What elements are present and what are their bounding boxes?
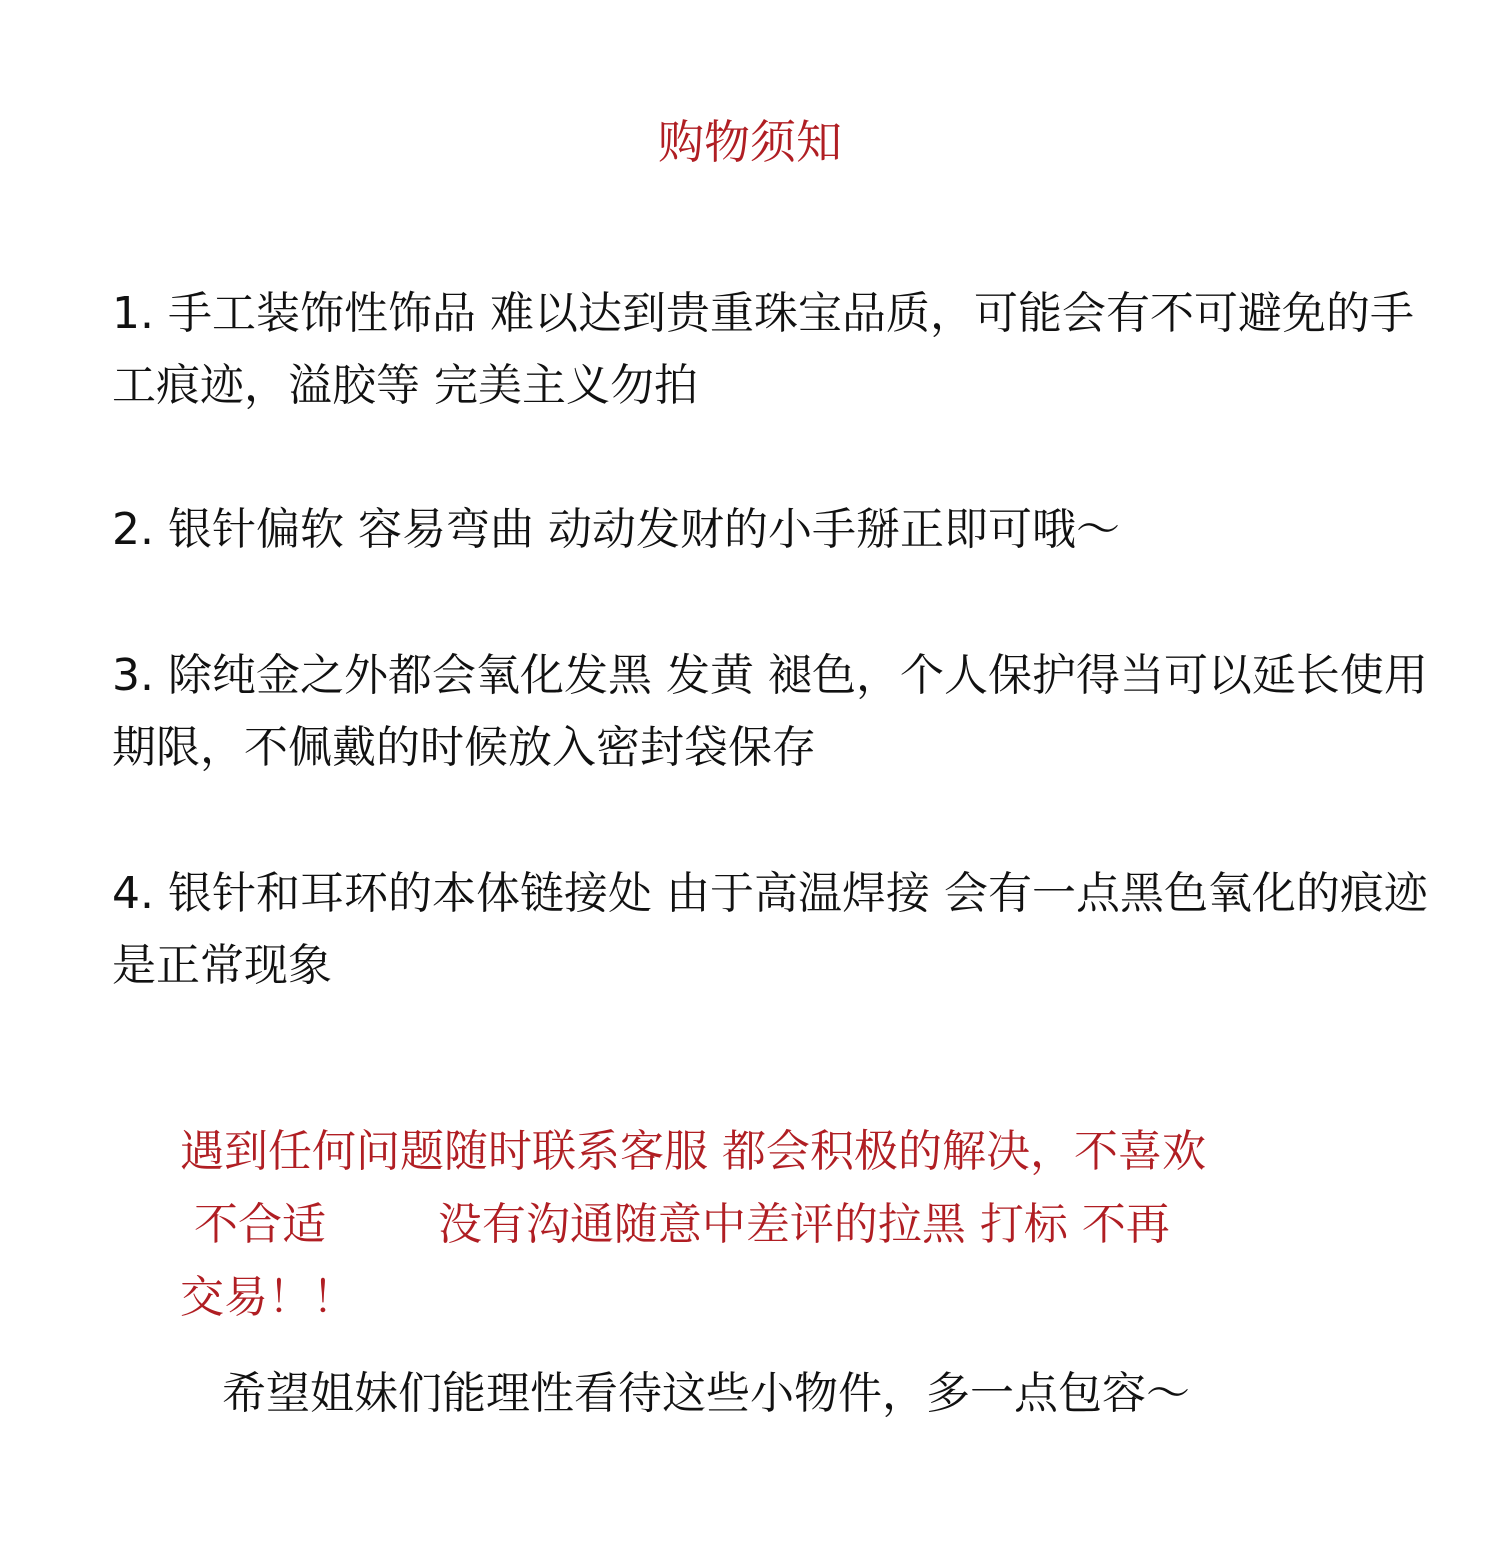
notice-item-3: 3. 除纯金之外都会氧化发黑 发黄 褪色，个人保护得当可以延长使用期限，不佩戴的时候放入密封袋保存 [112,650,1428,773]
closing-message: 希望姐妹们能理性看待这些小物件，多一点包容～ [222,1368,1190,1419]
notice-item-2: 2. 银针偏软 容易弯曲 动动发财的小手掰正即可哦～ [112,504,1120,555]
page-title: 购物须知 [658,115,842,169]
notice-item-1: 1. 手工装饰性饰品 难以达到贵重珠宝品质，可能会有不可避免的手工痕迹，溢胶等 完美主义勿拍 [112,288,1414,411]
customer-service-line-1: 遇到任何问题随时联系客服 都会积极的解决，不喜欢 [180,1126,1206,1177]
customer-service-line-3: 交易！！ [180,1272,356,1323]
notice-item-4: 4. 银针和耳环的本体链接处 由于高温焊接 会有一点黑色氧化的痕迹 是正常现象 [112,868,1428,991]
customer-service-line-2: 不合适 没有沟通随意中差评的拉黑 打标 不再 [180,1199,1170,1250]
customer-service-notice [180,1115,1340,1323]
